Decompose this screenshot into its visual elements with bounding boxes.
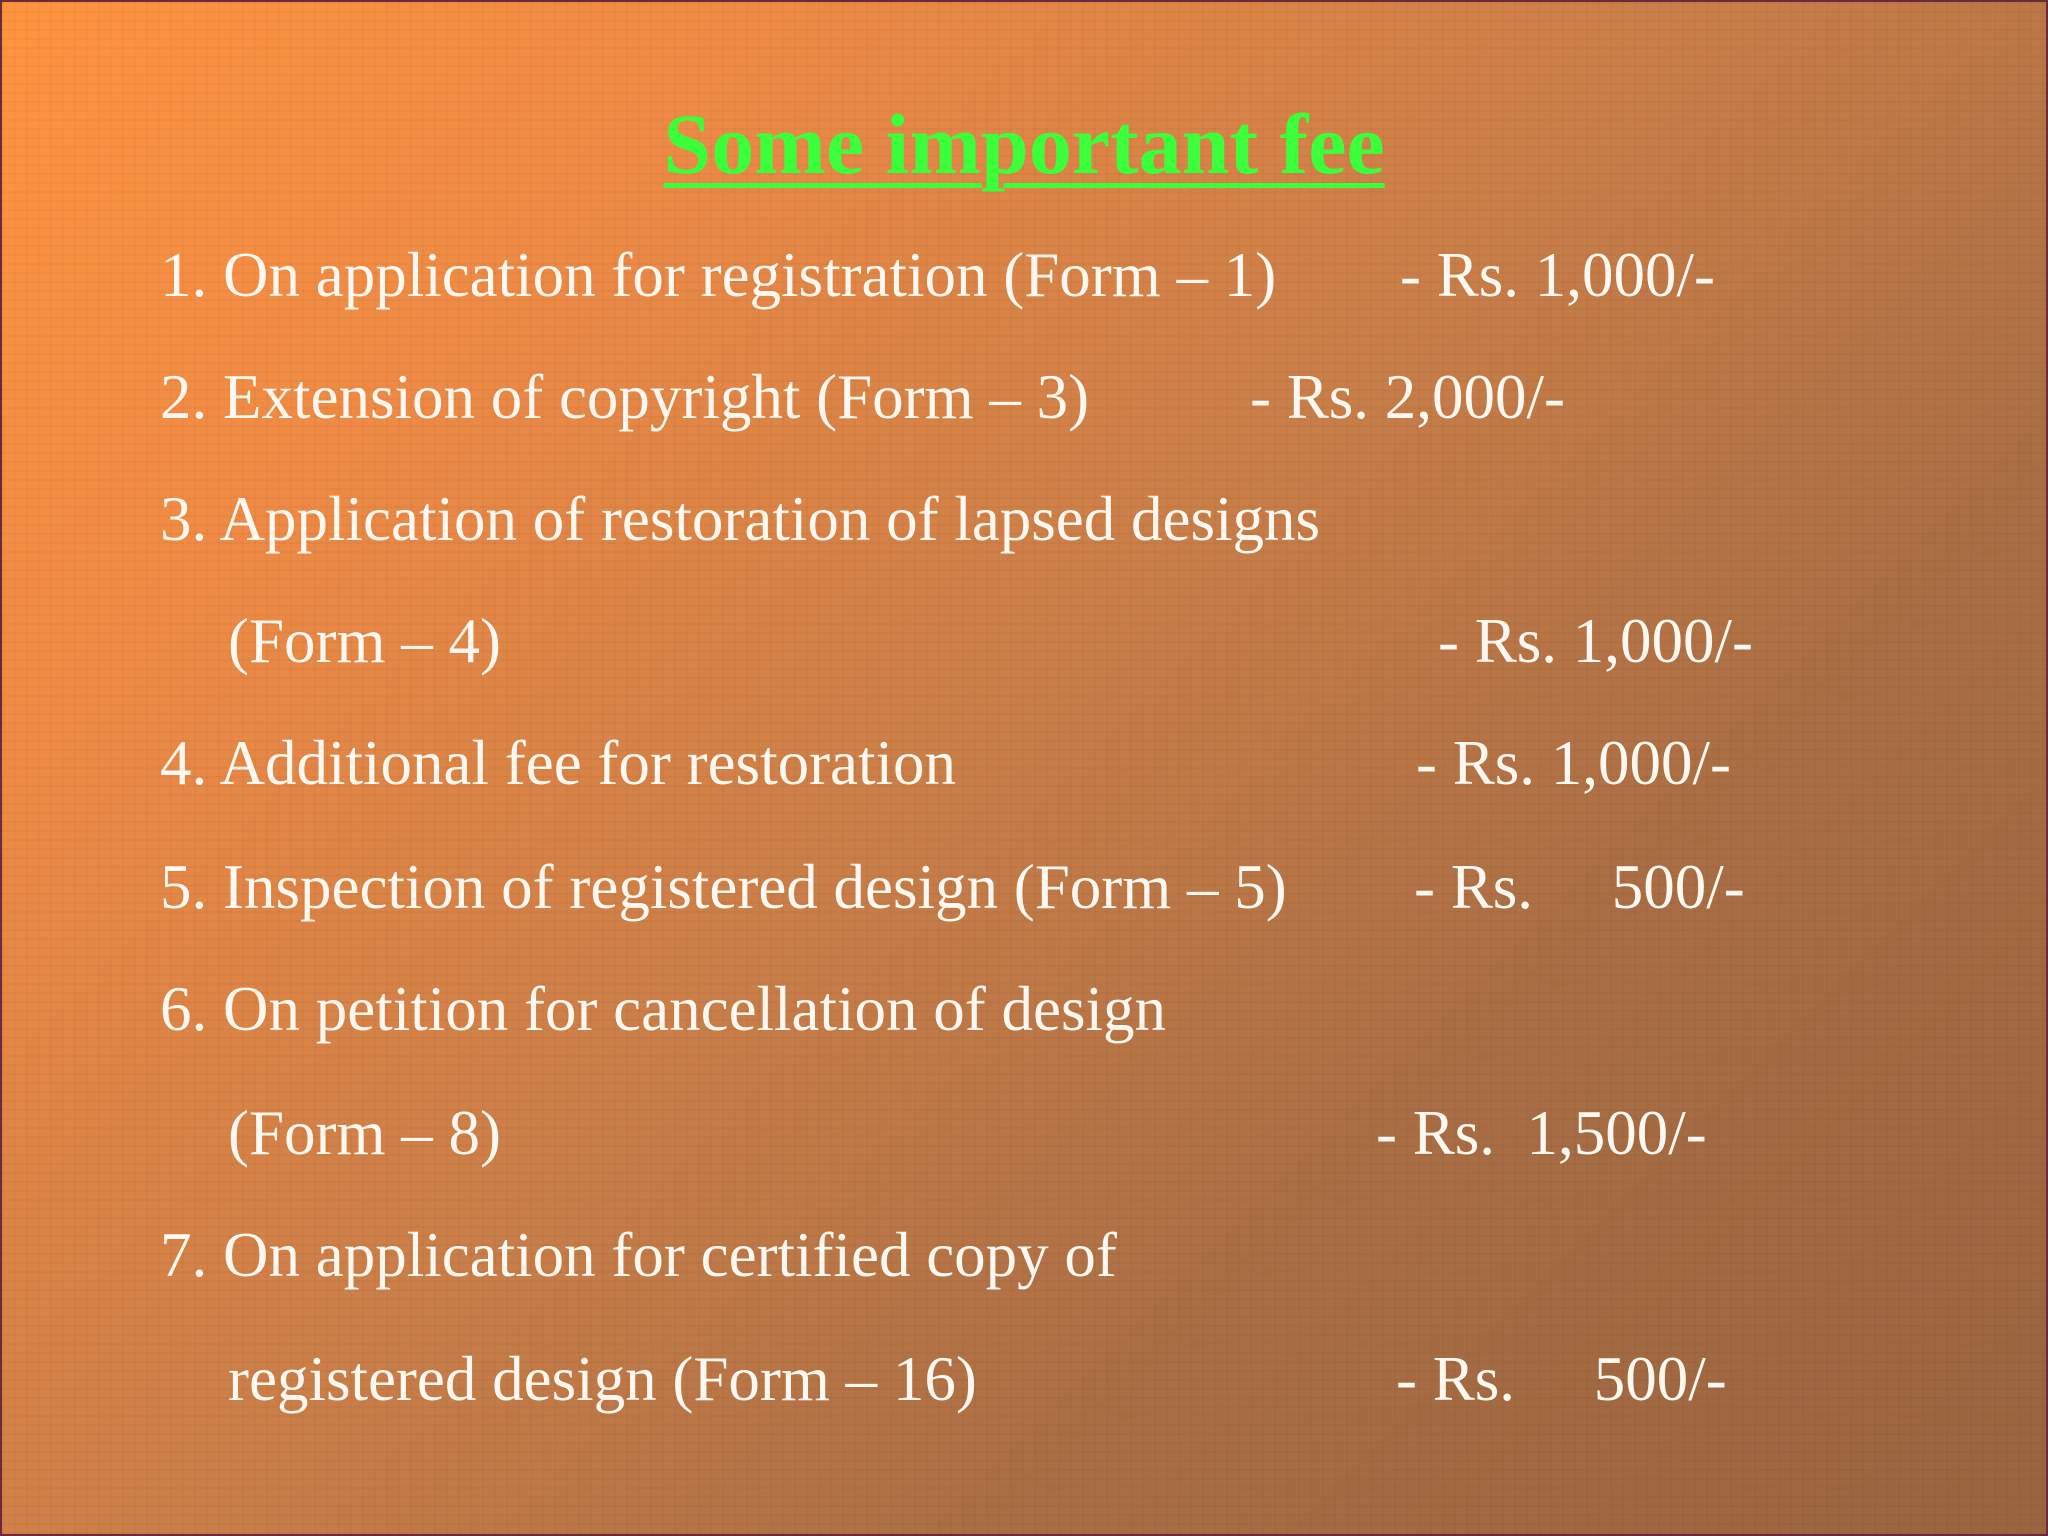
fee-item-description: 6. On petition for cancellation of design [160,974,1166,1044]
slide-title: Some important fee [663,96,1385,192]
fee-amount: - Rs. 500/- [1396,1344,1727,1414]
fee-item-7-continued [2,1334,2048,1424]
fee-item-7 [2,1210,2048,1300]
fee-item-description: 1. On application for registration (Form – 1) [160,240,1277,310]
fee-item-3 [2,474,2048,564]
fee-amount: - Rs. 2,000/- [1250,362,1565,432]
fee-amount: - Rs. 500/- [1414,852,1745,922]
fee-item-6 [2,964,2048,1054]
fee-amount: - Rs. 1,000/- [1416,728,1731,798]
fee-amount: - Rs. 1,000/- [1438,606,1753,676]
fee-item-3-continued [2,596,2048,686]
fee-item-2 [2,352,2048,442]
fee-item-description-continued: registered design (Form – 16) [228,1344,977,1414]
fee-item-description: 7. On application for certified copy of [160,1220,1117,1290]
fee-item-4 [2,718,2048,808]
fee-item-1 [2,230,2048,320]
fee-item-6-continued [2,1088,2048,1178]
fee-item-description: 5. Inspection of registered design (Form – 5) [160,852,1287,922]
fee-item-5 [2,842,2048,932]
fee-amount: - Rs. 1,500/- [1376,1098,1707,1168]
fee-item-description: 3. Application of restoration of lapsed designs [160,484,1321,554]
fee-item-description-continued: (Form – 4) [228,606,501,676]
fee-item-description: 2. Extension of copyright (Form – 3) [160,362,1090,432]
fee-amount: - Rs. 1,000/- [1400,240,1715,310]
fee-item-description: 4. Additional fee for restoration [160,728,957,798]
fee-item-description-continued: (Form – 8) [228,1098,501,1168]
